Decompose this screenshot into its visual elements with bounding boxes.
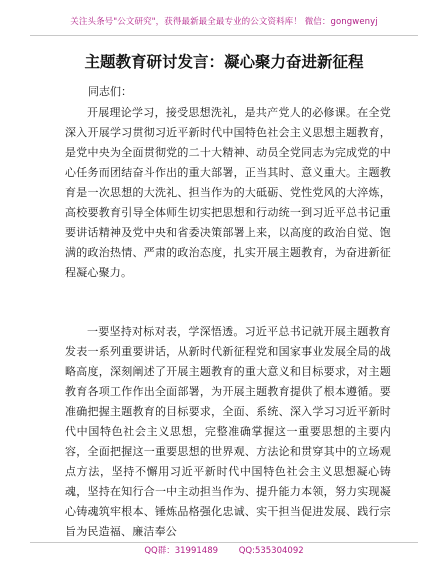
paragraph-intro: 开展理论学习，接受思想洗礼，是共产党人的必修课。在全党深入开展学习贯彻习近平新时代中国特色社会主义思想主题教育，是党中央为全面贯彻党的二十大精神、动员全党同志为完成党的中心任务而团结奋斗作出的重大部署，正当其时、意义重大。主题教育是一次思想的大洗礼、担当作为的大砥砺、党性党风的大淬炼，高校要教育引导全体师生切实把思想和行动统一到习近平总书记重要讲话精神及党中央和省委决策部署上来，以高度的政治自觉、饱满的政治热情、严肃的政治态度，扎实开展主题教育，为奋进新征程凝心聚力。 [65,106,391,279]
footer-qq: QQ:535304092 [238,546,304,556]
footer-qq-group: QQ群：31991489 [144,546,219,556]
footer-contacts [0,544,448,556]
document-title: 主题教育研讨发言：凝心聚力奋进新征程 [84,53,364,71]
greeting: 同志们： [88,85,132,98]
header-banner: 关注头条号"公文研究"，获得最新最全最专业的公文资料库！ 微信：gongwenyj [70,17,378,27]
paragraph-point-one: 一要坚持对标对表，学深悟透。习近平总书记就开展主题教育发表一系列重要讲话，从新时代新征程党和国家事业发展全局的战略高度，深刻阐述了开展主题教育的重大意义和目标要求，对主题教育各项工作作出全面部署，为开展主题教育提供了根本遵循。要准确把握主题教育的目标要求，全面、系统、深入学习习近平新时代中国特色社会主义思想，完整准确掌握这一重要思想的主要内容，全面把握这一重要思想的世界观、方法论和贯穿其中的立场观点方法，坚持不懈用习近平新时代中国特色社会主义思想凝心铸魂，坚持在知行合一中主动担当作为、提升能力本领，努力实现凝心铸魂筑牢根本、锤炼品格强化忠诚、实干担当促进发展、践行宗旨为民造福、廉洁奉公 [65,325,391,538]
footer-divider [30,542,418,543]
header-divider [30,35,418,36]
